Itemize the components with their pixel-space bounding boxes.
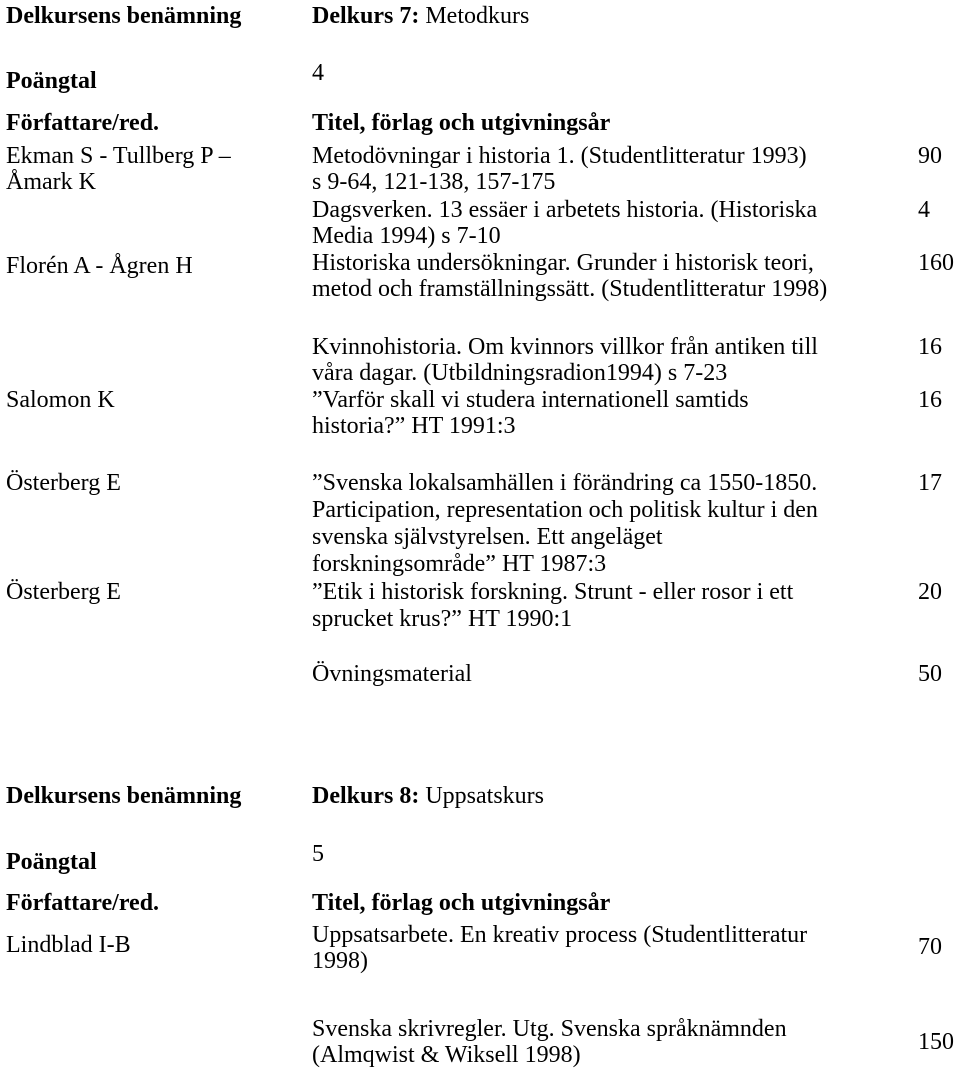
title-line: Historiska undersökningar. Grunder i historisk teori, [312,250,814,276]
title-line: ”Etik i historisk forskning. Strunt - eller rosor i ett [312,579,794,605]
course-name-label: Delkursens benämning [6,783,242,809]
page-count: 16 [918,387,942,413]
title-line: Metodövningar i historia 1. (Studentlitteratur 1993) [312,143,807,169]
title-line: Svenska skrivregler. Utg. Svenska språknämnden [312,1016,787,1042]
title-line: metod och framställningssätt. (Studentlitteratur 1998) [312,276,828,302]
page-count: 160 [918,250,954,276]
page-count: 50 [918,661,942,687]
course-title: Metodkurs [419,3,530,29]
title-line: sprucket krus?” HT 1990:1 [312,606,573,632]
points-value: 4 [312,60,324,86]
title-line: våra dagar. (Utbildningsradion1994) s 7-23 [312,360,728,386]
author: Florén A - Ågren H [6,253,193,279]
points-label: Poängtal [6,849,97,875]
author: Salomon K [6,387,115,413]
author-label: Författare/red. [6,110,160,136]
course-heading [312,3,529,29]
title-line: Dagsverken. 13 essäer i arbetets historia. (Historiska [312,197,818,223]
course-number: Delkurs 8: [312,783,420,809]
page-count: 4 [918,197,930,223]
author: Österberg E [6,470,121,496]
page-count: 90 [918,143,942,169]
exercise-material: Övningsmaterial [312,661,472,687]
author: Ekman S - Tullberg P – [6,143,231,169]
title-line: ”Svenska lokalsamhällen i förändring ca 1550-1850. [312,470,818,496]
page-count: 20 [918,579,942,605]
title-line: 1998) [312,948,368,974]
title-line: s 9-64, 121-138, 157-175 [312,169,556,195]
page-count: 150 [918,1029,954,1055]
course-heading [312,783,544,809]
author: Åmark K [6,169,96,195]
title-line: svenska självstyrelsen. Ett angeläget [312,524,663,550]
page-count: 70 [918,934,942,960]
title-line: historia?” HT 1991:3 [312,413,516,439]
title-line: Media 1994) s 7-10 [312,223,501,249]
title-line: ”Varför skall vi studera internationell samtids [312,387,749,413]
title-line: (Almqwist & Wiksell 1998) [312,1042,581,1068]
author-label: Författare/red. [6,890,160,916]
course-name-label: Delkursens benämning [6,3,242,29]
course-title: Uppsatskurs [419,783,545,809]
author: Österberg E [6,579,121,605]
author: Lindblad I-B [6,932,131,958]
points-label: Poängtal [6,68,97,94]
title-line: Uppsatsarbete. En kreativ process (Studentlitteratur [312,922,808,948]
title-line: Participation, representation och politisk kultur i den [312,497,818,523]
title-line: Kvinnohistoria. Om kvinnors villkor från antiken till [312,334,818,360]
page-count: 17 [918,470,942,496]
points-value: 5 [312,841,324,867]
course-number: Delkurs 7: [312,3,420,29]
title-line: forskningsområde” HT 1987:3 [312,551,607,577]
page-count: 16 [918,334,942,360]
title-label: Titel, förlag och utgivningsår [312,110,611,136]
title-label: Titel, förlag och utgivningsår [312,890,611,916]
